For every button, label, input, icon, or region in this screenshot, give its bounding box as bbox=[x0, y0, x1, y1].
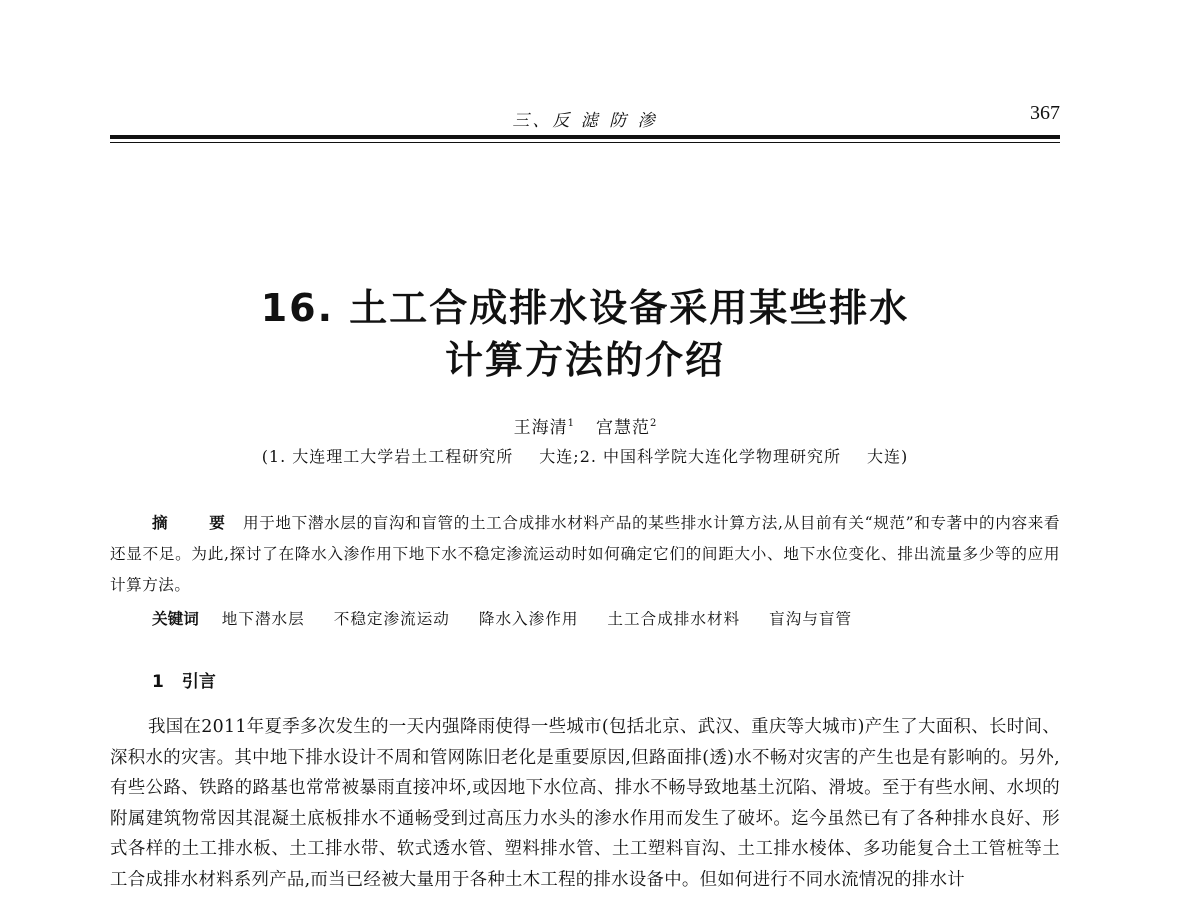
affiliation bbox=[110, 444, 1060, 467]
section-title: 引言 bbox=[181, 672, 216, 692]
keyword: 盲沟与盲管 bbox=[769, 610, 853, 628]
keyword: 地下潜水层 bbox=[221, 610, 305, 628]
author-name: 王海清 bbox=[513, 418, 568, 438]
header-rule-thick bbox=[110, 135, 1060, 139]
author-affiliation-mark: 2 bbox=[650, 418, 657, 429]
keyword: 降水入渗作用 bbox=[478, 610, 579, 628]
abstract-text: 用于地下潜水层的盲沟和盲管的土工合成排水材料产品的某些排水计算方法,从目前有关“规范”和专著中的内容来看还显不足。为此,探讨了在降水入渗作用下地下水不稳定渗流运动时如何确定它们的间距大小、地下水位变化、排出流量多少等的应用计算方法。 bbox=[110, 514, 1061, 594]
affiliation-part: 大连;2. 中国科学院大连化学物理研究所 bbox=[539, 447, 842, 466]
header-rule-thin bbox=[110, 142, 1060, 143]
title-line-2: 计算方法的介绍 bbox=[444, 338, 725, 382]
author-name: 宫慧范 bbox=[596, 418, 650, 438]
page-number: 367 bbox=[1030, 102, 1060, 124]
keyword: 土工合成排水材料 bbox=[607, 610, 741, 628]
running-header bbox=[110, 100, 1060, 136]
title-line-1: 16. 土工合成排水设备采用某些排水 bbox=[260, 286, 910, 330]
keywords bbox=[152, 604, 1052, 635]
affiliation-part: (1. 大连理工大学岩土工程研究所 bbox=[261, 447, 514, 466]
author-list bbox=[110, 413, 1060, 438]
paper-title bbox=[110, 282, 1060, 386]
keywords-label: 关键词 bbox=[152, 610, 199, 628]
abstract bbox=[110, 508, 1060, 601]
body-paragraph: 我国在2011年夏季多次发生的一天内强降雨使得一些城市(包括北京、武汉、重庆等大城市)产生了大面积、长时间、深积水的灾害。其中地下排水设计不周和管网陈旧老化是重要原因,但路面排(透)水不畅对灾害的产生也是有影响的。另外,有些公路、铁路的路基也常常被暴雨直接冲坏,或因地下水位高、排水不畅导致地基土沉陷、滑坡。至于有些水闸、水坝的附属建筑物常因其混凝土底板排水不通畅受到过高压力水头的渗水作用而发生了破坏。迄今虽然已有了各种排水良好、形式各样的土工排水板、土工排水带、软式透水管、塑料排水管、土工塑料盲沟、土工排水棱体、多功能复合土工管桩等土工合成排水材料系列产品,而当已经被大量用于各种土木工程的排水设备中。但如何进行不同水流情况的排水计 bbox=[110, 717, 1060, 890]
section-heading bbox=[152, 667, 216, 692]
keyword: 不稳定渗流运动 bbox=[333, 610, 450, 628]
section-number: 1 bbox=[152, 672, 164, 692]
abstract-label: 摘 要 bbox=[152, 514, 243, 532]
affiliation-part: 大连) bbox=[867, 447, 909, 466]
author-affiliation-mark: 1 bbox=[567, 418, 574, 429]
running-title: 三、反 滤 防 渗 bbox=[512, 111, 658, 131]
